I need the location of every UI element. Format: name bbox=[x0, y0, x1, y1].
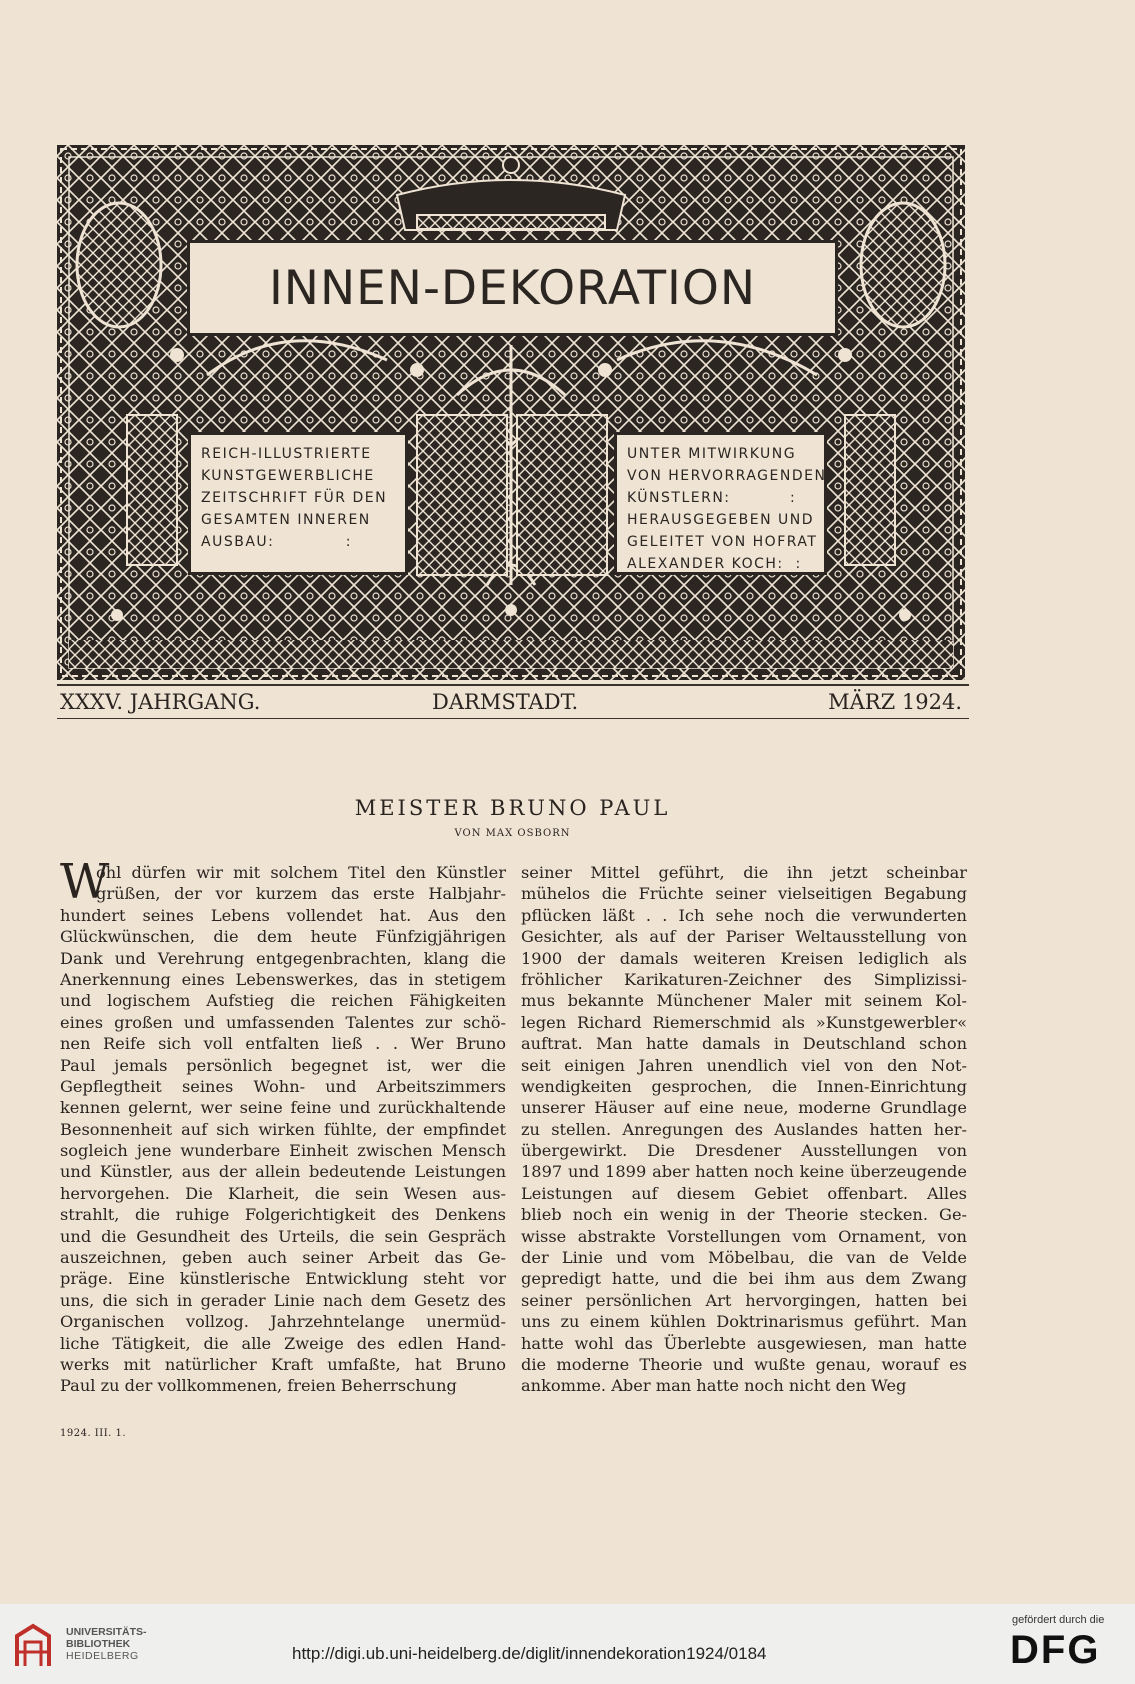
text-line: mühelos die Früchte seiner vielseitigen Begabung bbox=[521, 884, 967, 904]
text-line: Gepflegtheit seines Wohn- und Arbeitszimmers bbox=[60, 1076, 506, 1096]
text-line: Glückwünschen, die dem heute Fünfzigjährigen bbox=[60, 927, 506, 947]
article-title: MEISTER BRUNO PAUL bbox=[354, 796, 671, 820]
left-box-line: KUNSTGEWERBLICHE bbox=[201, 468, 375, 484]
text-line: hatte wohl das Überlebte ausgewiesen, man hatte bbox=[521, 1333, 967, 1353]
library-line-1: UNIVERSITÄTS- bbox=[66, 1626, 147, 1638]
text-line: uns, die sich in gerader Linie nach dem Gesetz des bbox=[60, 1290, 506, 1310]
text-line: werks mit natürlicher Kraft umfaßte, hat Bruno bbox=[60, 1354, 506, 1374]
left-box-line: REICH-ILLUSTRIERTE bbox=[201, 446, 372, 462]
text-line: Anerkennung eines Lebenswerkes, das in stetigem bbox=[60, 969, 506, 989]
left-box-line: AUSBAU: : bbox=[201, 534, 352, 550]
text-line: hundert seines Lebens vollendet hat. Aus den bbox=[60, 905, 506, 925]
permalink-url[interactable]: http://digi.ub.uni-heidelberg.de/diglit/innendekoration1924/0184 bbox=[292, 1644, 767, 1663]
text-line: die moderne Theorie und wußte genau, worauf es bbox=[521, 1354, 967, 1374]
text-line: mus bekannte Münchener Maler mit seinem Kol- bbox=[521, 991, 967, 1011]
text-line: Leistungen auf diesem Gebiet offenbart. Alles bbox=[521, 1183, 967, 1203]
text-line: gepredigt hatte, und die bei ihm aus dem Zwang bbox=[521, 1269, 967, 1289]
text-line: der Linie und vom Möbelbau, die van de Velde bbox=[521, 1248, 967, 1268]
text-line: fröhlicher Karikaturen-Zeichner des Simplizissi- bbox=[521, 969, 967, 989]
article-column-left bbox=[60, 862, 506, 1397]
text-line: pflücken läßt . . Ich sehe noch die verwunderten bbox=[521, 905, 967, 925]
text-line: präge. Eine künstlerische Entwicklung steht vor bbox=[60, 1269, 506, 1289]
text-line: und die Gesundheit des Urteils, die sein Gespräch bbox=[60, 1226, 506, 1246]
text-line: Paul jemals persönlich begegnet ist, wer die bbox=[60, 1055, 506, 1075]
text-line: Gesichter, als auf der Pariser Weltausstellung von bbox=[521, 927, 967, 947]
text-line: seit einigen Jahren unendlich viel von den Not- bbox=[521, 1055, 967, 1075]
masthead-title: INNEN-DEKORATION bbox=[268, 260, 757, 316]
dfg-logo: DFG bbox=[1010, 1628, 1101, 1672]
text-line: blieb noch ein wenig in der Theorie stecken. Ge- bbox=[521, 1205, 967, 1225]
right-box-line: HERAUSGEGEBEN UND bbox=[627, 512, 815, 528]
text-line: ankomme. Aber man hatte noch nicht den Weg bbox=[521, 1376, 907, 1396]
right-box-line: VON HERVORRAGENDEN bbox=[627, 468, 827, 484]
text-line: zu stellen. Anregungen des Auslandes hatten her- bbox=[521, 1119, 967, 1139]
funded-caption: gefördert durch die bbox=[1012, 1614, 1105, 1626]
text-line: und logischem Aufstieg die reichen Fähigkeiten bbox=[60, 991, 506, 1011]
article-column-right bbox=[521, 862, 967, 1397]
left-box-line: GESAMTEN INNEREN bbox=[201, 512, 371, 528]
text-line: legen Richard Riemerschmid als »Kunstgewerbler« bbox=[521, 1012, 967, 1032]
text-line: unserer Häuser auf eine neue, moderne Grundlage bbox=[521, 1098, 967, 1118]
place-label: DARMSTADT. bbox=[432, 690, 579, 714]
text-line: 1897 und 1899 aber hatten noch keine überzeugende bbox=[521, 1162, 967, 1182]
text-line: Besonnenheit auf sich wirken fühlte, der empfindet bbox=[60, 1119, 506, 1139]
text-line: übergewirkt. Die Dresdener Ausstellungen von bbox=[521, 1141, 967, 1161]
right-box-line: ALEXANDER KOCH: : bbox=[627, 556, 802, 572]
text-line: auftrat. Man hatte damals in Deutschland schon bbox=[521, 1034, 967, 1054]
text-line: seiner Mittel geführt, die ihn jetzt scheinbar bbox=[521, 863, 967, 882]
date-label: MÄRZ 1924. bbox=[828, 690, 962, 714]
volume-label: XXXV. JAHRGANG. bbox=[60, 690, 261, 714]
text-line: nen Reife sich voll entfalten ließ . . Wer Bruno bbox=[60, 1034, 506, 1054]
right-box-line: UNTER MITWIRKUNG bbox=[627, 446, 797, 462]
library-name bbox=[66, 1626, 147, 1662]
meta-rule-bottom bbox=[57, 718, 969, 719]
left-box-line: ZEITSCHRIFT FÜR DEN bbox=[201, 490, 388, 506]
text-line: seiner persönlichen Art hervorgingen, hatten bei bbox=[521, 1290, 967, 1310]
issue-meta-line bbox=[60, 688, 966, 716]
text-line: 1900 der damals weiteren Kreisen lediglich als bbox=[521, 948, 967, 968]
meta-rule-top bbox=[57, 684, 969, 686]
library-line-2: BIBLIOTHEK bbox=[66, 1638, 131, 1650]
text-line: grüßen, der vor kurzem das erste Halbjahr- bbox=[96, 884, 506, 904]
text-line: kennen gelernt, wer seine feine und zurückhaltende bbox=[60, 1098, 506, 1118]
text-line: und Künstler, aus der allein bedeutende Leistungen bbox=[60, 1162, 506, 1182]
text-line: wendigkeiten gesprochen, die Innen-Einrichtung bbox=[521, 1076, 967, 1096]
library-line-3: HEIDELBERG bbox=[66, 1650, 139, 1662]
ub-heidelberg-logo-icon bbox=[13, 1622, 55, 1670]
masthead-title-panel bbox=[187, 240, 838, 336]
article-byline: VON MAX OSBORN bbox=[454, 828, 571, 839]
masthead-right-box bbox=[614, 432, 827, 575]
text-line: Dank und Verehrung entgegenbrachten, klang die bbox=[60, 948, 506, 968]
viewer-footer bbox=[0, 1604, 1135, 1684]
text-line: eines großen und umfassenden Talentes zur schö- bbox=[60, 1012, 506, 1032]
text-line: sogleich jene wunderbare Einheit zwischen Mensch bbox=[60, 1141, 506, 1161]
right-box-line: GELEITET VON HOFRAT bbox=[627, 534, 818, 550]
text-line: hervorgehen. Die Klarheit, die sein Wesen aus- bbox=[60, 1183, 506, 1203]
text-line: Paul zu der vollkommenen, freien Beherrschung bbox=[60, 1376, 457, 1396]
text-line: strahlt, die ruhige Folgerichtigkeit des Denkens bbox=[60, 1205, 506, 1225]
page-signature: 1924. III. 1. bbox=[60, 1428, 127, 1439]
text-line: liche Tätigkeit, die alle Zweige des edlen Hand- bbox=[60, 1333, 506, 1353]
text-line: wisse abstrakte Vorstellungen vom Ornament, von bbox=[521, 1226, 967, 1246]
text-line: auszeichnen, geben auch seiner Arbeit das Ge- bbox=[60, 1248, 506, 1268]
dropcap: W bbox=[60, 854, 110, 910]
lace-ornament-graphic bbox=[57, 145, 965, 680]
text-line: uns zu einem kühlen Doktrinarismus geführt. Man bbox=[521, 1312, 967, 1332]
text-line: ohl dürfen wir mit solchem Titel den Künstler bbox=[96, 863, 506, 882]
text-line: Organischen vollzog. Jahrzehntelange unermüd- bbox=[60, 1312, 506, 1332]
masthead-left-box bbox=[188, 432, 408, 575]
right-box-line: KÜNSTLERN: : bbox=[627, 490, 797, 506]
masthead-ornament bbox=[57, 145, 965, 680]
